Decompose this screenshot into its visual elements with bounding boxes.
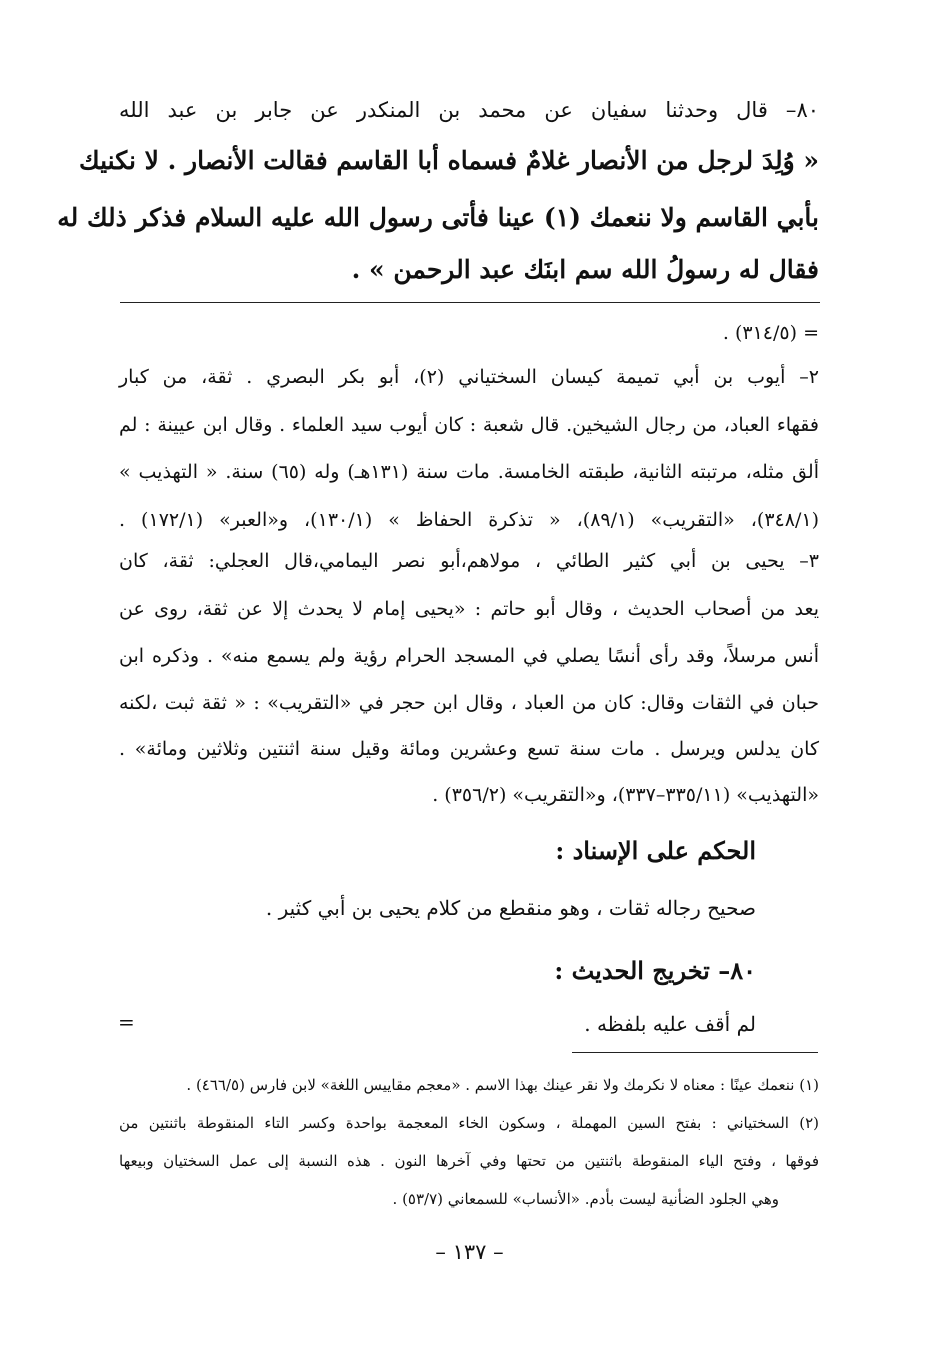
ruling-text: صحيح رجاله ثقات ، وهو منقطع من كلام يحيى بن أبي كثير . — [265, 896, 756, 920]
takhrij-text: لم أقف عليه بلفظه . — [584, 1012, 756, 1036]
takhrij-heading: ٨٠– تخريج الحديث : — [554, 956, 756, 985]
bio-line: فقهاء العباد، من رجال الشيخين. قال شعبة : كان أيوب سيد العلماء . وقال ابن عيينة : لم — [119, 414, 819, 436]
footnote-separator — [572, 1052, 818, 1053]
hadith-line: ٨٠– قال وحدثنا سفيان عن محمد بن المنكدر عن جابر بن عبد الله — [119, 98, 819, 122]
bio-line: كان يدلس ويرسل . مات سنة تسع وعشرين ومائة وقيل سنة اثنتين وثلاثين ومائة» . — [119, 738, 819, 760]
bio-line: ألق مثله، مرتبته الثانية، طبقته الخامسة. مات سنة (١٣١هـ) وله (٦٥) سنة. « التهذيب » — [119, 461, 819, 483]
footnote-2-cont: وهي الجلود الضأنية ليست بأدم. «الأنساب» للسمعاني (٥٣/٧) . — [392, 1190, 779, 1208]
hadith-line: بأبي القاسم ولا ننعمك (١) عينا فأتى رسول الله عليه السلام فذكر ذلك له — [57, 203, 819, 232]
footnote-2-cont: فوقها ، وفتح الياء المنقوطة باثنتين من تحتها وفي آخرها النون . هذه النسبة إلى عمل السختيان وبيعها — [119, 1152, 819, 1170]
bio-line: «التهذيب» (٣٣٥/١١–٣٣٧)، و«التقريب» (٣٥٦/٢) . — [432, 784, 819, 806]
bio-line: حبان في الثقات وقال: كان من العباد ، وقال ابن حجر في «التقريب» : « ثقة ثبت ،لكنه — [119, 692, 819, 714]
bio-line: ٣– يحيى بن أبي كثير الطائي ، مولاهم،أبو نصر اليمامي،قال العجلي: ثقة، كان — [119, 550, 819, 572]
page-number: – ١٣٧ – — [435, 1240, 504, 1264]
continuation-mark: = — [118, 1010, 135, 1034]
footnote-1: (١) ننعمك عينًا : معناه لا نكرمك ولا نقر عينك بهذا الاسم . «معجم مقاييس اللغة» لابن فارس (٤٦٦/٥) . — [186, 1076, 819, 1094]
bio-line: ٢– أيوب بن أبي تميمة كيسان السختياني (٢)، أبو بكر البصري . ثقة، من كبار — [119, 366, 819, 388]
footnote-2: (٢) السختياني : بفتح السين المهملة ، وسكون الخاء المعجمة بواحدة وكسر التاء المنقوطة باثنتين من — [119, 1114, 819, 1132]
bio-continuation: = (٣١٤/٥) . — [722, 322, 819, 344]
ruling-heading: الحكم على الإسناد : — [555, 836, 756, 865]
hadith-line: « وُلِدَ لرجل من الأنصار غلامٌ فسماه أبا القاسم فقالت الأنصار . لا نكنيك — [79, 146, 819, 175]
separator-line — [120, 302, 820, 303]
bio-line: أنس مرسلاً، وقد رأى أنسًا يصلي في المسجد الحرام رؤية ولم يسمع منه» . وذكره ابن — [119, 645, 819, 667]
hadith-line: فقال له رسولُ الله سم ابنَك عبد الرحمن » . — [351, 255, 819, 284]
bio-line: (٣٤٨/١)، «التقريب» (٨٩/١)، « تذكرة الحفاظ » (١٣٠/١)، و«العبر» (١٧٢/١) . — [119, 509, 819, 531]
bio-line: يعد من أصحاب الحديث ، وقال أبو حاتم : «يحيى إمام لا يحدث إلا عن ثقة، روى عن — [119, 598, 819, 620]
